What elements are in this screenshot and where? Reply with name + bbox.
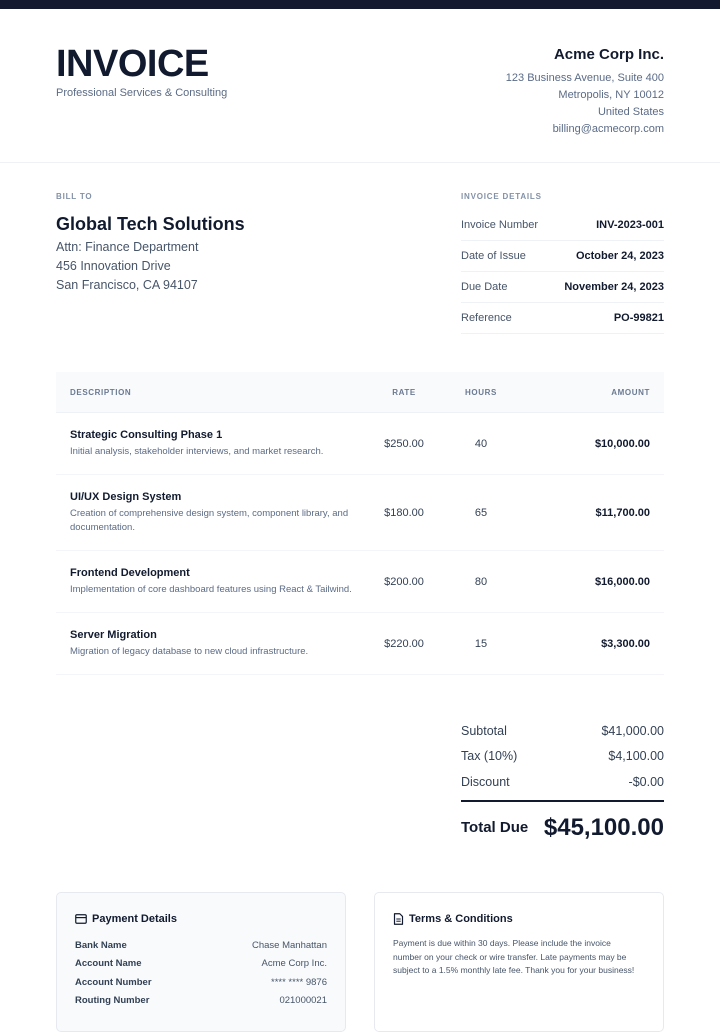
- client-address: [56, 238, 356, 295]
- terms-heading: [393, 913, 513, 925]
- detail-row-invoice-number: [461, 210, 664, 241]
- item-description-cell: [56, 613, 352, 674]
- payment-row-routing-number: [75, 992, 327, 1011]
- table-row: [56, 551, 664, 613]
- invoice-details-section: [461, 192, 664, 334]
- payment-key: Routing Number: [75, 995, 150, 1007]
- credit-card-icon: [75, 914, 87, 924]
- item-amount: $16,000.00: [594, 575, 650, 588]
- terms-text: Payment is due within 30 days. Please include the invoice number on your check or wire transfer. Late payments may be subject to a 1.5% monthly late fee. Thank you for your business!: [393, 938, 635, 975]
- tax-label: Tax (10%): [461, 749, 518, 764]
- client-name: Global Tech Solutions: [56, 214, 245, 234]
- terms-card: [374, 892, 664, 1032]
- detail-row-reference: [461, 303, 664, 334]
- subtotal-row: [461, 718, 664, 744]
- subtotal-value: $41,000.00: [601, 723, 664, 738]
- company-address-line-1: 123 Business Avenue, Suite 400: [505, 72, 664, 84]
- item-title: UI/UX Design System: [70, 491, 182, 503]
- detail-key: Invoice Number: [461, 219, 539, 231]
- item-description: Migration of legacy database to new cloud infrastructure.: [70, 646, 309, 657]
- discount-value: -$0.00: [628, 774, 664, 789]
- item-rate: $250.00: [384, 437, 424, 450]
- item-description-cell: [56, 475, 352, 550]
- table-row: [56, 413, 664, 475]
- header-description: DESCRIPTION: [70, 387, 132, 397]
- item-title: Server Migration: [70, 629, 157, 641]
- client-street: 456 Innovation Drive: [56, 259, 171, 273]
- discount-row: [461, 769, 664, 795]
- detail-key: Reference: [461, 312, 512, 324]
- payment-row-account-name: [75, 955, 327, 974]
- item-hours: 65: [474, 506, 488, 519]
- company-address-line-2: Metropolis, NY 10012: [558, 89, 664, 101]
- item-hours: 15: [474, 637, 488, 650]
- company-tagline: Professional Services & Consulting: [56, 87, 228, 99]
- company-email[interactable]: billing@acmecorp.com: [552, 123, 664, 135]
- total-due-row: [461, 800, 664, 854]
- item-description: Implementation of core dashboard features using React & Tailwind.: [70, 584, 352, 595]
- detail-value: October 24, 2023: [575, 250, 664, 262]
- document-icon: [393, 913, 404, 925]
- subtotal-label: Subtotal: [461, 723, 507, 738]
- item-hours: 80: [474, 575, 488, 588]
- detail-value: INV-2023-001: [596, 219, 664, 231]
- header-rate: RATE: [392, 387, 416, 397]
- item-description-cell: [56, 551, 352, 612]
- payment-details-card: [56, 892, 346, 1032]
- item-description: Creation of comprehensive design system, component library, and documentation.: [70, 508, 349, 533]
- table-row: [56, 475, 664, 551]
- tax-row: [461, 744, 664, 770]
- item-title: Frontend Development: [70, 567, 190, 579]
- payment-key: Account Name: [75, 958, 142, 970]
- detail-key: Date of Issue: [461, 250, 526, 262]
- client-attention: Attn: Finance Department: [56, 240, 199, 254]
- payment-details-list: [75, 936, 327, 1010]
- detail-row-date-of-issue: [461, 241, 664, 272]
- item-rate: $180.00: [384, 506, 424, 519]
- invoice-header: [0, 9, 720, 163]
- invoice-details-list: [461, 210, 664, 334]
- table-header: [56, 372, 664, 413]
- company-country: United States: [597, 106, 664, 118]
- total-due-label: Total Due: [461, 819, 529, 836]
- tax-value: $4,100.00: [608, 749, 664, 764]
- client-city: San Francisco, CA 94107: [56, 278, 198, 292]
- company-info: [506, 45, 664, 138]
- detail-value: November 24, 2023: [564, 281, 664, 293]
- company-name: Acme Corp Inc.: [553, 46, 664, 63]
- bill-to-section: [56, 192, 356, 295]
- top-accent-bar: [0, 0, 720, 9]
- payment-key: Account Number: [75, 976, 152, 988]
- item-rate: $200.00: [384, 575, 424, 588]
- header-hours: HOURS: [465, 387, 497, 397]
- item-description: Initial analysis, stakeholder interviews, and market research.: [70, 446, 324, 457]
- invoice-title: INVOICE: [56, 43, 209, 85]
- payment-value: Acme Corp Inc.: [261, 958, 327, 970]
- detail-value: PO-99821: [613, 312, 664, 324]
- invoice-details-label: INVOICE DETAILS: [461, 192, 542, 201]
- payment-details-heading: [75, 913, 177, 925]
- item-description-cell: [56, 413, 352, 474]
- table-row: [56, 613, 664, 675]
- total-due-value: $45,100.00: [543, 813, 664, 841]
- item-rate: $220.00: [384, 637, 424, 650]
- totals-section: [461, 718, 664, 854]
- item-amount: $11,700.00: [595, 506, 650, 519]
- item-amount: $3,300.00: [601, 637, 650, 650]
- payment-details-title: Payment Details: [92, 913, 177, 925]
- item-hours: 40: [474, 437, 488, 450]
- payment-row-account-number: [75, 973, 327, 992]
- terms-title: Terms & Conditions: [409, 913, 513, 925]
- detail-key: Due Date: [461, 281, 508, 293]
- line-items-table: [56, 372, 664, 675]
- item-title: Strategic Consulting Phase 1: [70, 429, 223, 441]
- detail-row-due-date: [461, 272, 664, 303]
- discount-label: Discount: [461, 774, 510, 789]
- bill-to-label: BILL TO: [56, 192, 93, 201]
- payment-value: Chase Manhattan: [252, 939, 327, 951]
- payment-value: **** **** 9876: [271, 976, 327, 988]
- payment-row-bank-name: [75, 936, 327, 955]
- header-amount: AMOUNT: [611, 387, 650, 397]
- payment-value: 021000021: [279, 995, 327, 1007]
- payment-key: Bank Name: [75, 939, 127, 951]
- item-amount: $10,000.00: [594, 437, 650, 450]
